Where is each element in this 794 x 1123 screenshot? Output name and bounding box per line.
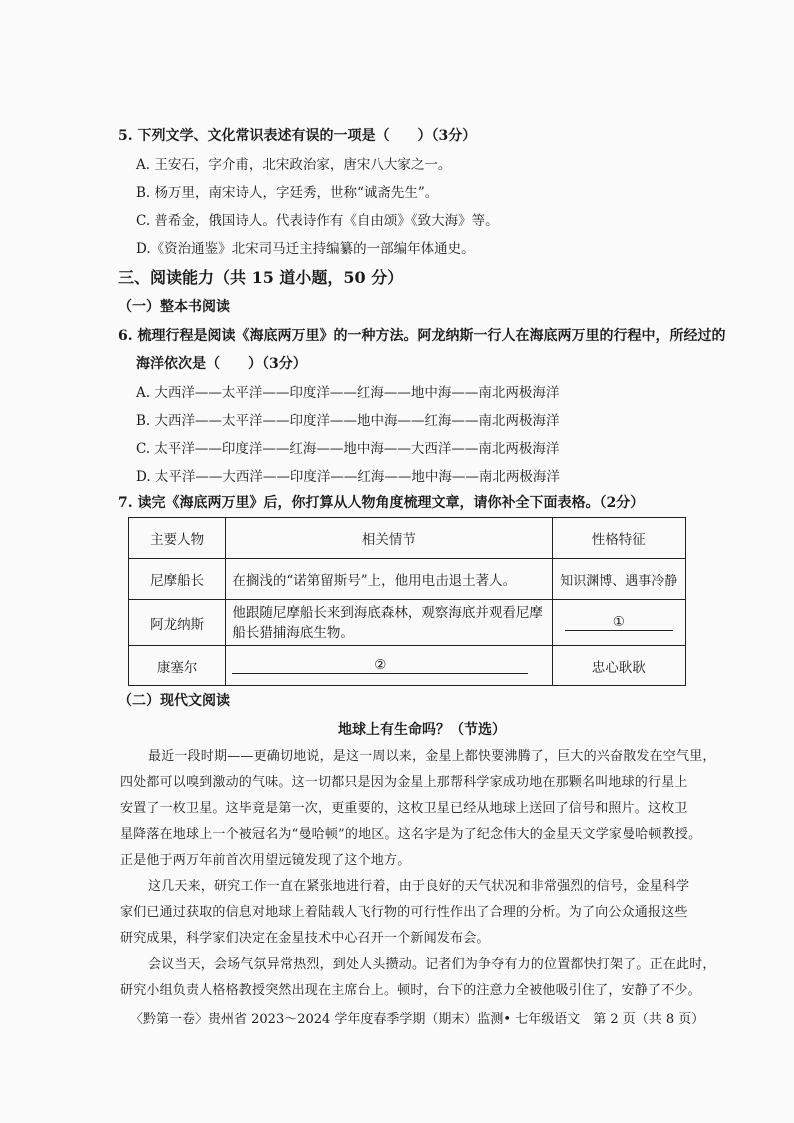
table-cell-name: 康塞尔 [129, 646, 226, 686]
paragraph-line: 家们已通过获取的信息对地球上着陆载人飞行物的可行性作出了合理的分析。为了向公众通报这些 [120, 905, 688, 920]
table-row [129, 559, 686, 600]
q6-option-b: B. 大西洋——太平洋——印度洋——地中海——红海——南北两极海洋 [136, 413, 560, 429]
paragraph-line: 星降落在地球上一个被冠名为“曼哈顿”的地区。这名字是为了纪念伟大的金星天文学家曼哈顿教授。 [120, 827, 702, 842]
section3-part1-label: （一）整本书阅读 [118, 299, 230, 315]
table-cell-plot: 他跟随尼摩船长来到海底森林，观察海底并观看尼摩船长猎捕海底生物。 [226, 600, 552, 646]
q6-option-c: C. 太平洋——印度洋——红海——地中海——大西洋——南北两极海洋 [136, 441, 560, 457]
q6-stem-line2: 海洋依次是（ ）（3分） [136, 356, 307, 372]
q5-stem: 5. 下列文学、文化常识表述有误的一项是（ ）（3分） [118, 128, 477, 144]
table-row [129, 646, 686, 686]
paragraph-line: 最近一段时期——更确切地说，是这一周以来，金星上都快要沸腾了，巨大的兴奋散发在空气里， [148, 749, 716, 764]
paragraph-line: 正是他于两万年前首次用望远镜发现了这个地方。 [120, 853, 411, 868]
q7-stem: 7. 读完《海底两万里》后，你打算从人物角度梳理文章，请你补全下面表格。（2分） [118, 495, 645, 511]
table-cell-name: 阿龙纳斯 [129, 600, 226, 646]
answer-blank-2[interactable]: ② [232, 657, 528, 674]
paragraph-line: 研究小组负责人格格教授突然出现在主席台上。顿时，台下的注意力全被他吸引住了，安静了不少。 [120, 983, 701, 998]
table-cell-trait-blank[interactable] [552, 600, 686, 646]
table-cell-trait: 知识渊博、遇事冷静 [552, 559, 686, 600]
q5-option-a: A. 王安石，字介甫，北宋政治家，唐宋八大家之一。 [136, 157, 452, 173]
section3-title: 三、阅读能力（共 15 道小题，50 分） [118, 268, 404, 287]
table-cell-plot: 在搁浅的“诺第留斯号”上，他用电击退土著人。 [226, 559, 552, 600]
part2-label: （二）现代文阅读 [118, 693, 230, 709]
table-row [129, 600, 686, 646]
table-header-row [129, 518, 686, 559]
q5-option-c: C. 普希金，俄国诗人。代表诗作有《自由颂》《致大海》等。 [136, 213, 499, 229]
paragraph-line: 四处都可以嗅到激动的气味。这一切都只是因为金星上那帮科学家成功地在那颗名叫地球的行星上 [120, 775, 688, 790]
table-header-cell: 相关情节 [226, 518, 552, 559]
paragraph-line: 研究成果，科学家们决定在金星技术中心召开一个新闻发布会。 [120, 931, 490, 946]
table-header-cell: 性格特征 [552, 518, 686, 559]
article-title: 地球上有生命吗？（节选） [338, 722, 506, 738]
page-footer: 〈黔第一卷〉贵州省 2023～2024 学年度春季学期（期末）监测• 七年级语文 第 2 页（共 8 页） [130, 1012, 705, 1027]
q6-option-a: A. 大西洋——太平洋——印度洋——红海——地中海——南北两极海洋 [136, 385, 560, 401]
table-cell-name: 尼摩船长 [129, 559, 226, 600]
q5-option-b: B. 杨万里，南宋诗人，字廷秀，世称“诚斋先生”。 [136, 185, 439, 201]
q6-stem-line1: 6. 梳理行程是阅读《海底两万里》的一种方法。阿龙纳斯一行人在海底两万里的行程中，所经过的 [118, 328, 726, 344]
table-cell-plot-blank[interactable] [226, 646, 552, 686]
q6-option-d: D. 太平洋——大西洋——印度洋——红海——地中海——南北两极海洋 [136, 469, 560, 485]
table-header-cell: 主要人物 [129, 518, 226, 559]
paragraph-line: 安置了一枚卫星。这毕竟是第一次，更重要的，这枚卫星已经从地球上送回了信号和照片。这枚卫 [120, 801, 688, 816]
table-cell-trait: 忠心耿耿 [552, 646, 686, 686]
character-table [128, 517, 686, 686]
paragraph-line: 这几天来，研究工作一直在紧张地进行着，由于良好的天气状况和非常强烈的信号，金星科学 [148, 879, 690, 894]
answer-blank-1[interactable]: ① [565, 614, 673, 631]
paragraph-line: 会议当天，会场气氛异常热烈，到处人头攒动。记者们为争夺有力的位置都快打架了。正在此时， [148, 957, 716, 972]
q5-option-d: D.《资治通鉴》北宋司马迁主持编纂的一部编年体通史。 [136, 241, 475, 257]
